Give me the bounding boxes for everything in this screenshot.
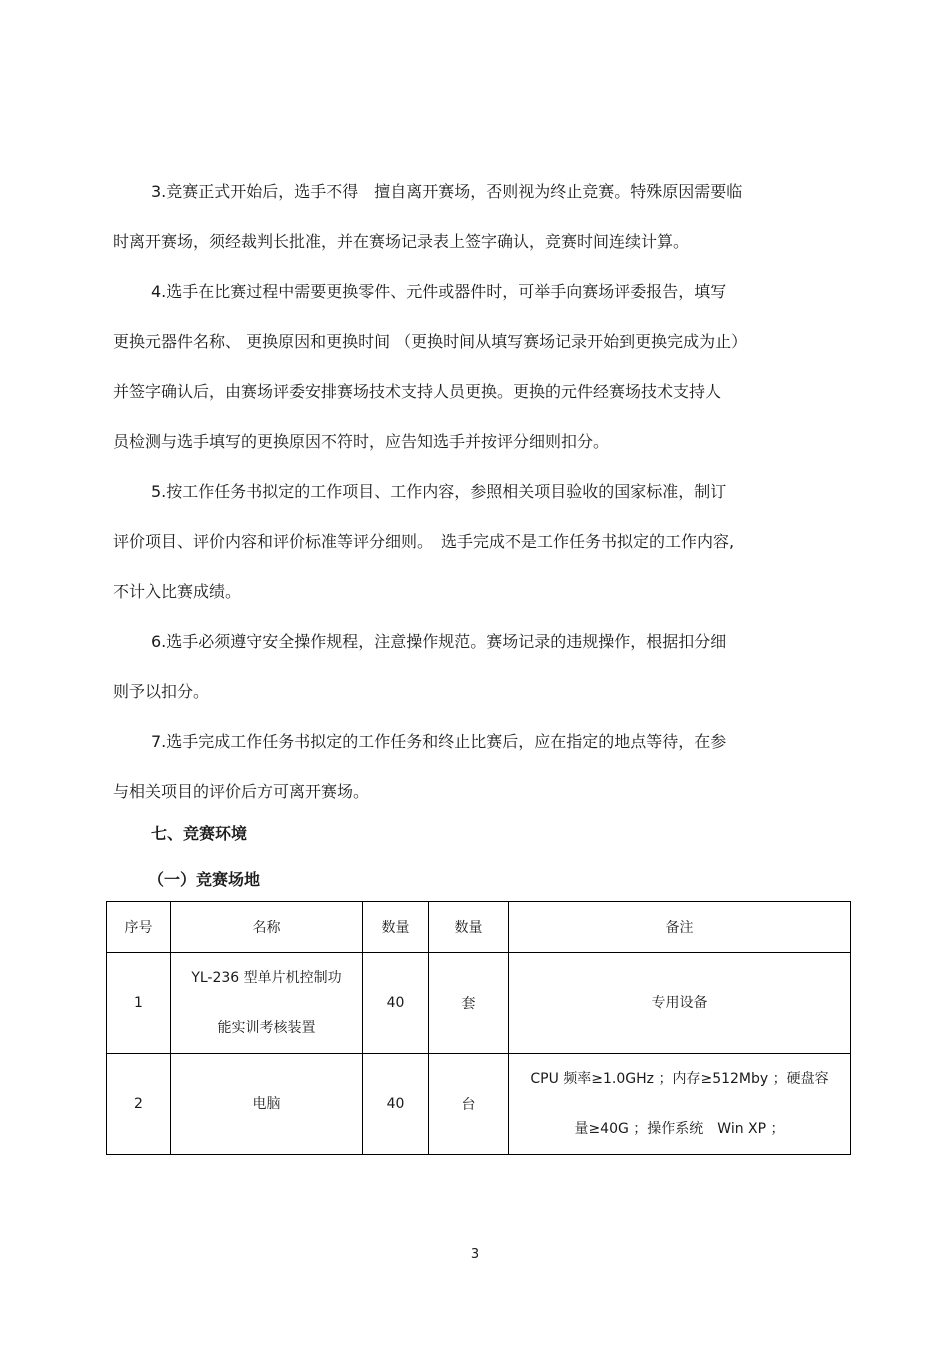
- text-line: 4.选手在比赛过程中需要更换零件、元件或器件时，可举手向赛场评委报告，填写: [151, 282, 727, 301]
- text-line: 并签字确认后，由赛场评委安排赛场技术支持人员更换。更换的元件经赛场技术支持人: [113, 382, 722, 401]
- paragraph-rule-5: [113, 467, 825, 617]
- cell-name-line: 能实训考核装置: [217, 1020, 316, 1036]
- header-cell-no: 序号: [107, 902, 171, 953]
- cell-note: [509, 953, 851, 1054]
- cell-note-line: 量≥40G ；操作系统 Win XP ；: [574, 1121, 785, 1137]
- section-heading: 七、竞赛环境: [151, 824, 248, 843]
- cell-qty: 40: [363, 953, 429, 1054]
- text-line: 5.按工作任务书拟定的工作项目、工作内容，参照相关项目验收的国家标准，制订: [151, 482, 727, 501]
- venue-table: [106, 901, 851, 1155]
- text-line: 3.竞赛正式开始后，选手不得 擅自离开赛场，否则视为终止竞赛。特殊原因需要临: [151, 182, 743, 201]
- cell-no: 2: [107, 1054, 171, 1155]
- cell-name-line: 电脑: [252, 1096, 281, 1112]
- subsection-heading: （一）竞赛场地: [148, 870, 261, 889]
- page-number: 3: [470, 1247, 480, 1262]
- header-cell-note: 备注: [509, 902, 851, 953]
- cell-name: [171, 1054, 363, 1155]
- paragraph-rule-7: [113, 717, 825, 817]
- header-cell-name: 名称: [171, 902, 363, 953]
- text-line: 7.选手完成工作任务书拟定的工作任务和终止比赛后，应在指定的地点等待，在参: [151, 732, 727, 751]
- text-line: 不计入比赛成绩。: [113, 582, 242, 601]
- text-line: 与相关项目的评价后方可离开赛场。: [113, 782, 370, 801]
- header-cell-qty: 数量: [363, 902, 429, 953]
- text-line: 评价项目、评价内容和评价标准等评分细则。 选手完成不是工作任务书拟定的工作内容,: [113, 532, 735, 551]
- cell-note-line: CPU 频率≥1.0GHz ；内存≥512Mby ；硬盘容: [530, 1071, 829, 1087]
- paragraph-rule-4: [113, 267, 825, 467]
- header-cell-unit: 数量: [429, 902, 509, 953]
- cell-note: [509, 1054, 851, 1155]
- cell-note-line: 专用设备: [651, 995, 708, 1011]
- text-line: 更换元器件名称、 更换原因和更换时间 （更换时间从填写赛场记录开始到更换完成为止）: [113, 332, 748, 351]
- cell-name: [171, 953, 363, 1054]
- cell-unit: 套: [429, 953, 509, 1054]
- text-line: 6.选手必须遵守安全操作规程，注意操作规范。赛场记录的违规操作，根据扣分细: [151, 632, 727, 651]
- cell-unit: 台: [429, 1054, 509, 1155]
- text-line: 员检测与选手填写的更换原因不符时，应告知选手并按评分细则扣分。: [113, 432, 610, 451]
- table-header-row: [107, 902, 851, 953]
- cell-name-line: YL-236 型单片机控制功: [191, 970, 342, 986]
- cell-no: 1: [107, 953, 171, 1054]
- table-row: [107, 1054, 851, 1155]
- table-row: [107, 953, 851, 1054]
- paragraph-rule-6: [113, 617, 825, 717]
- cell-qty: 40: [363, 1054, 429, 1155]
- text-line: 则予以扣分。: [113, 682, 210, 701]
- paragraph-rule-3: [113, 167, 825, 267]
- text-line: 时离开赛场，须经裁判长批准，并在赛场记录表上签字确认，竞赛时间连续计算。: [113, 232, 690, 251]
